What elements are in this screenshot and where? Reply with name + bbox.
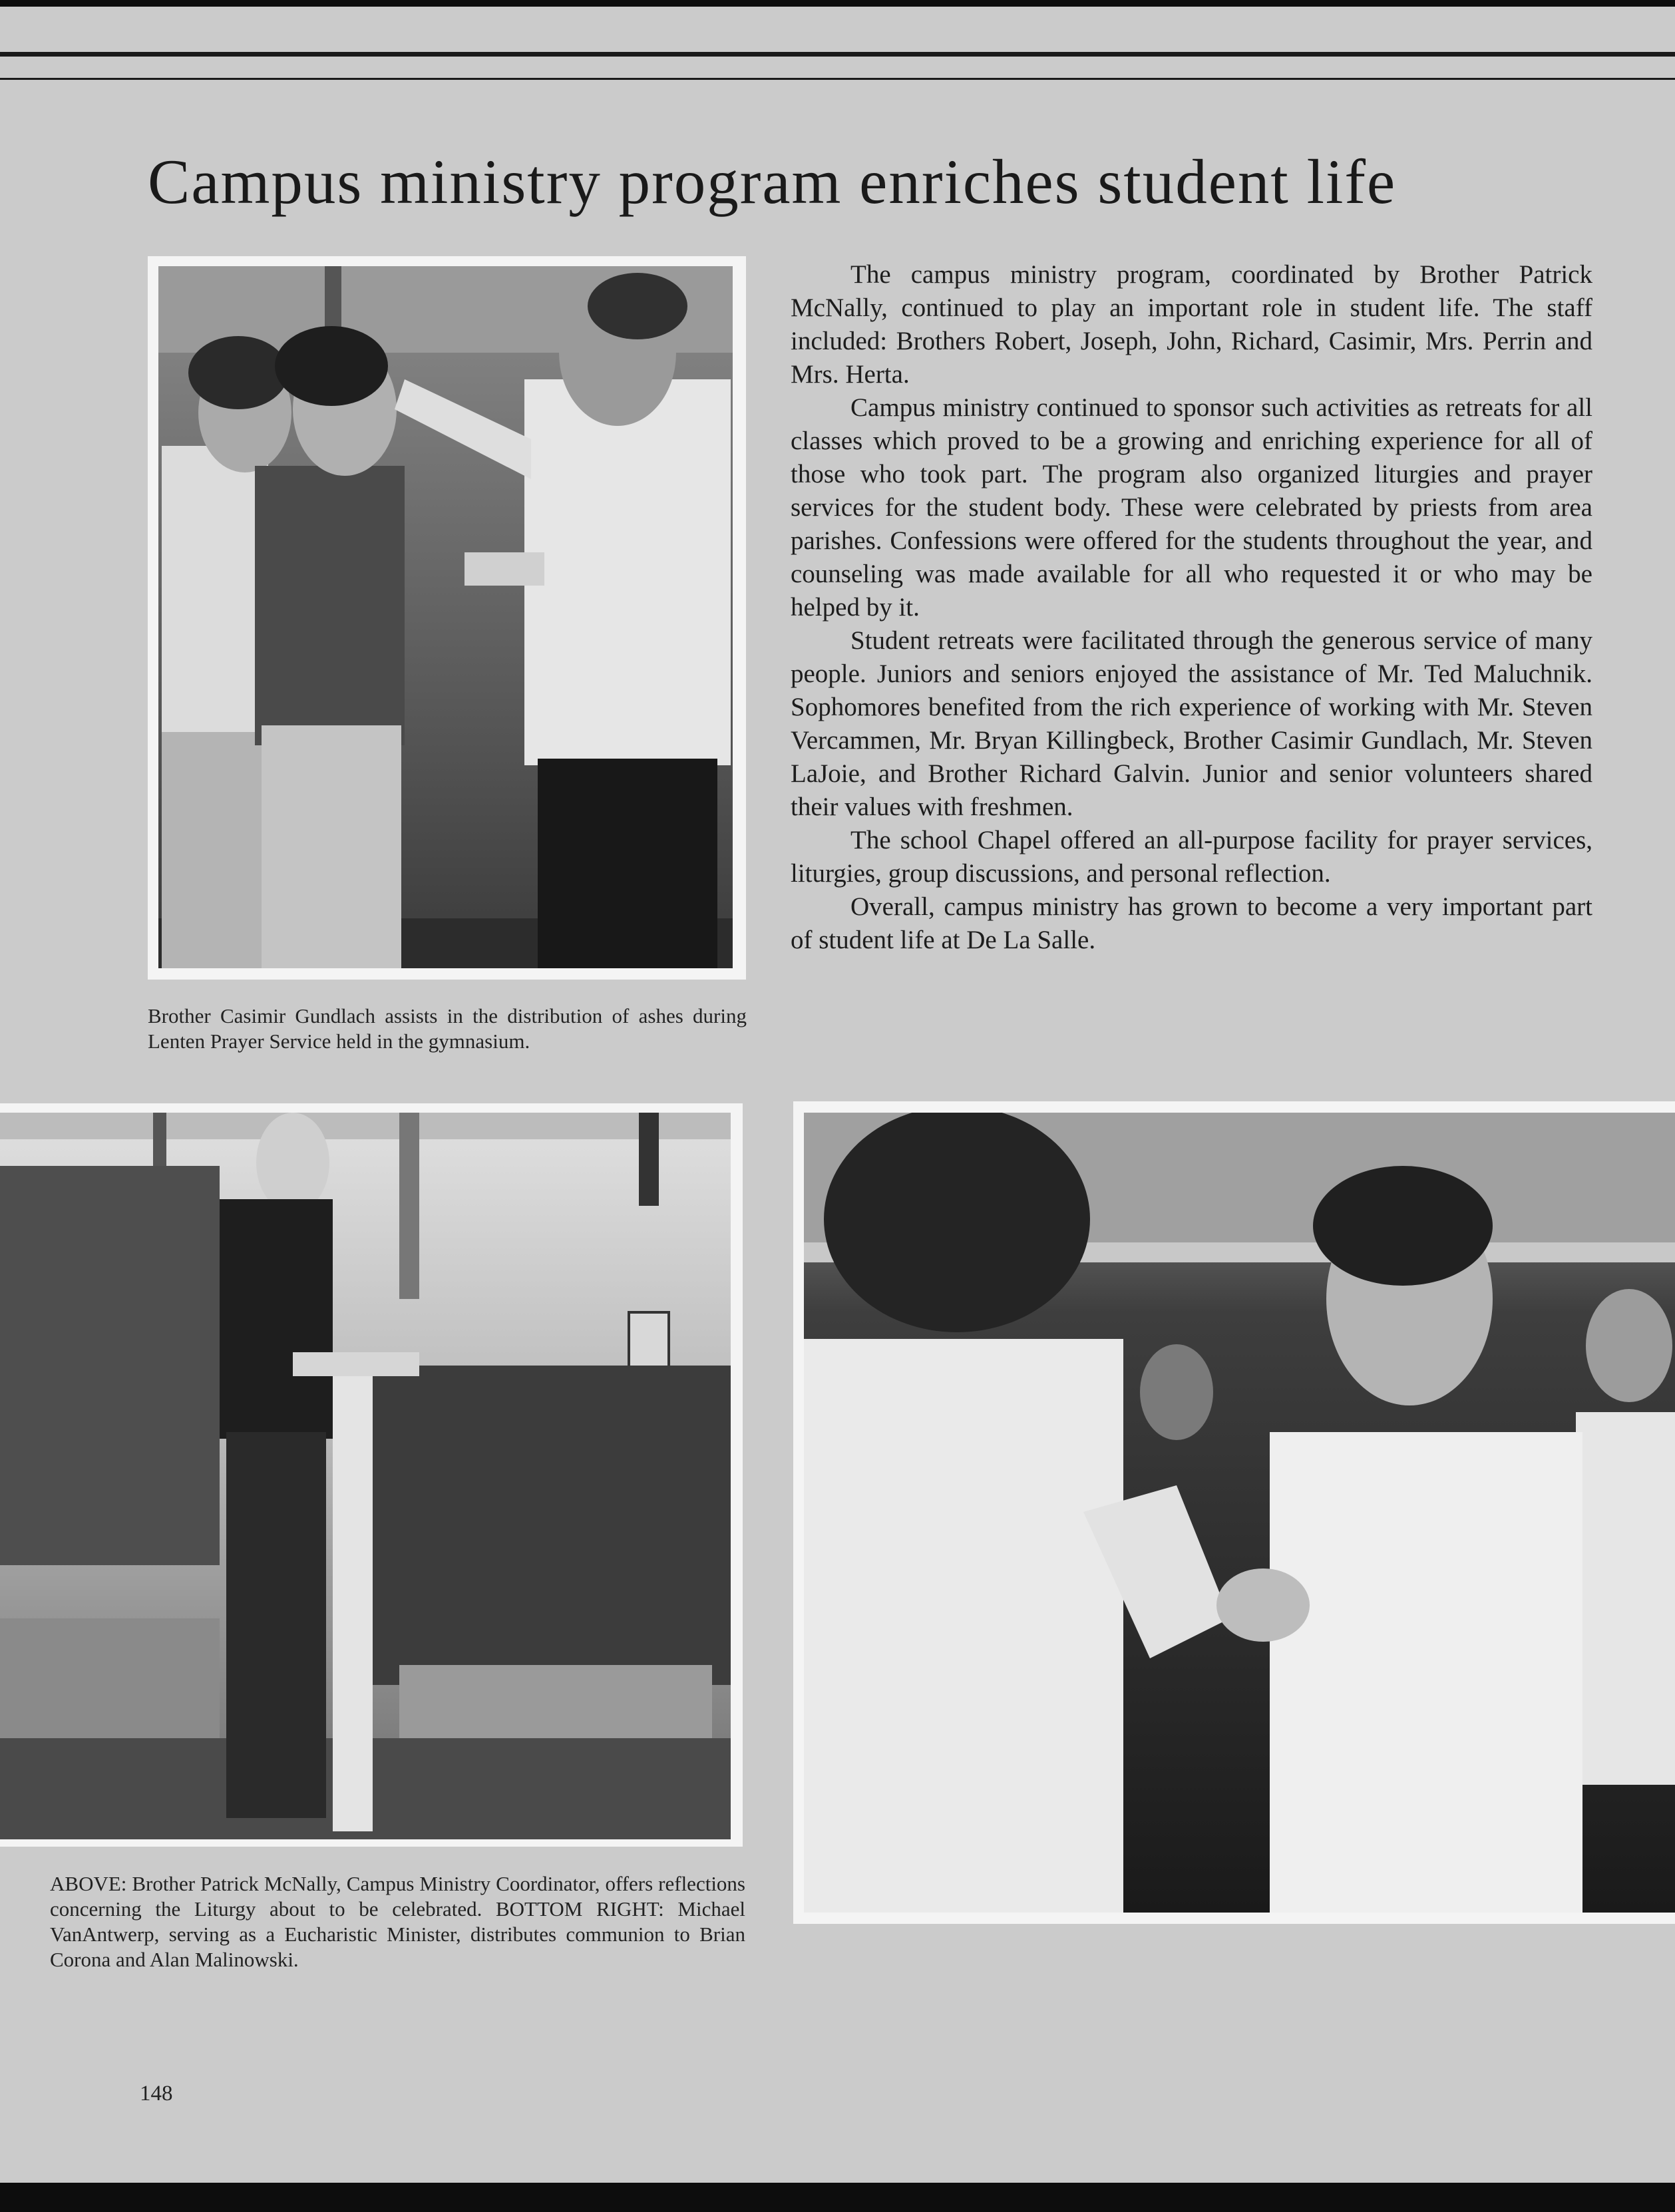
caption-gym: ABOVE: Brother Patrick McNally, Campus Ministry Coordinator, offers reflections concerning the Liturgy about to be celebrated. BOTTOM RIGHT: Michael VanAntwerp, serving as a Eucharistic Minister, distributes communion to Brian Corona and Alan Malinowski. <box>50 1872 745 1971</box>
photo-communion <box>804 1113 1675 1913</box>
article-paragraph: Overall, campus ministry has grown to become a very important part of student life at De La Salle. <box>791 892 1592 954</box>
page-number: 148 <box>140 2082 173 2106</box>
caption-ashes: Brother Casimir Gundlach assists in the distribution of ashes during Lenten Prayer Service held in the gymnasium. <box>148 1004 747 1053</box>
article-body <box>791 258 1592 957</box>
photo-ashes-distribution <box>158 266 733 968</box>
header-rule <box>0 52 1675 57</box>
photo-gym-reflection <box>0 1113 731 1839</box>
article-paragraph: The school Chapel offered an all-purpose facility for prayer services, liturgies, group discussions, and personal reflection. <box>791 826 1592 888</box>
header-rule-thin <box>0 78 1675 80</box>
article-paragraph: Student retreats were facilitated through the generous service of many people. Juniors and seniors enjoyed the assistance of Mr. Ted Maluchnik. Sophomores benefited from the rich experience of working with Mr. Steven Vercammen, Mr. Bryan Killingbeck, Brother Casimir Gundlach, Mr. Steven LaJoie, and Brother Richard Galvin. Junior and senior volunteers shared their values with freshmen. <box>791 626 1592 821</box>
article-paragraph: Campus ministry continued to sponsor such activities as retreats for all classes which proved to be a growing and enriching experience for all of those who took part. The program also organized liturgies and prayer services for the student body. These were celebrated by priests from area parishes. Confessions were offered for the students throughout the year, and counseling was made available for all who requested it or who may be helped by it. <box>791 393 1592 622</box>
bottom-edge <box>0 2183 1675 2212</box>
top-edge <box>0 0 1675 7</box>
page-title: Campus ministry program enriches student life <box>148 146 1397 217</box>
article-paragraph: The campus ministry program, coordinated by Brother Patrick McNally, continued to play an important role in student life. The staff included: Brothers Robert, Joseph, John, Richard, Casimir, Mrs. Perrin and Mrs. Herta. <box>791 260 1592 389</box>
